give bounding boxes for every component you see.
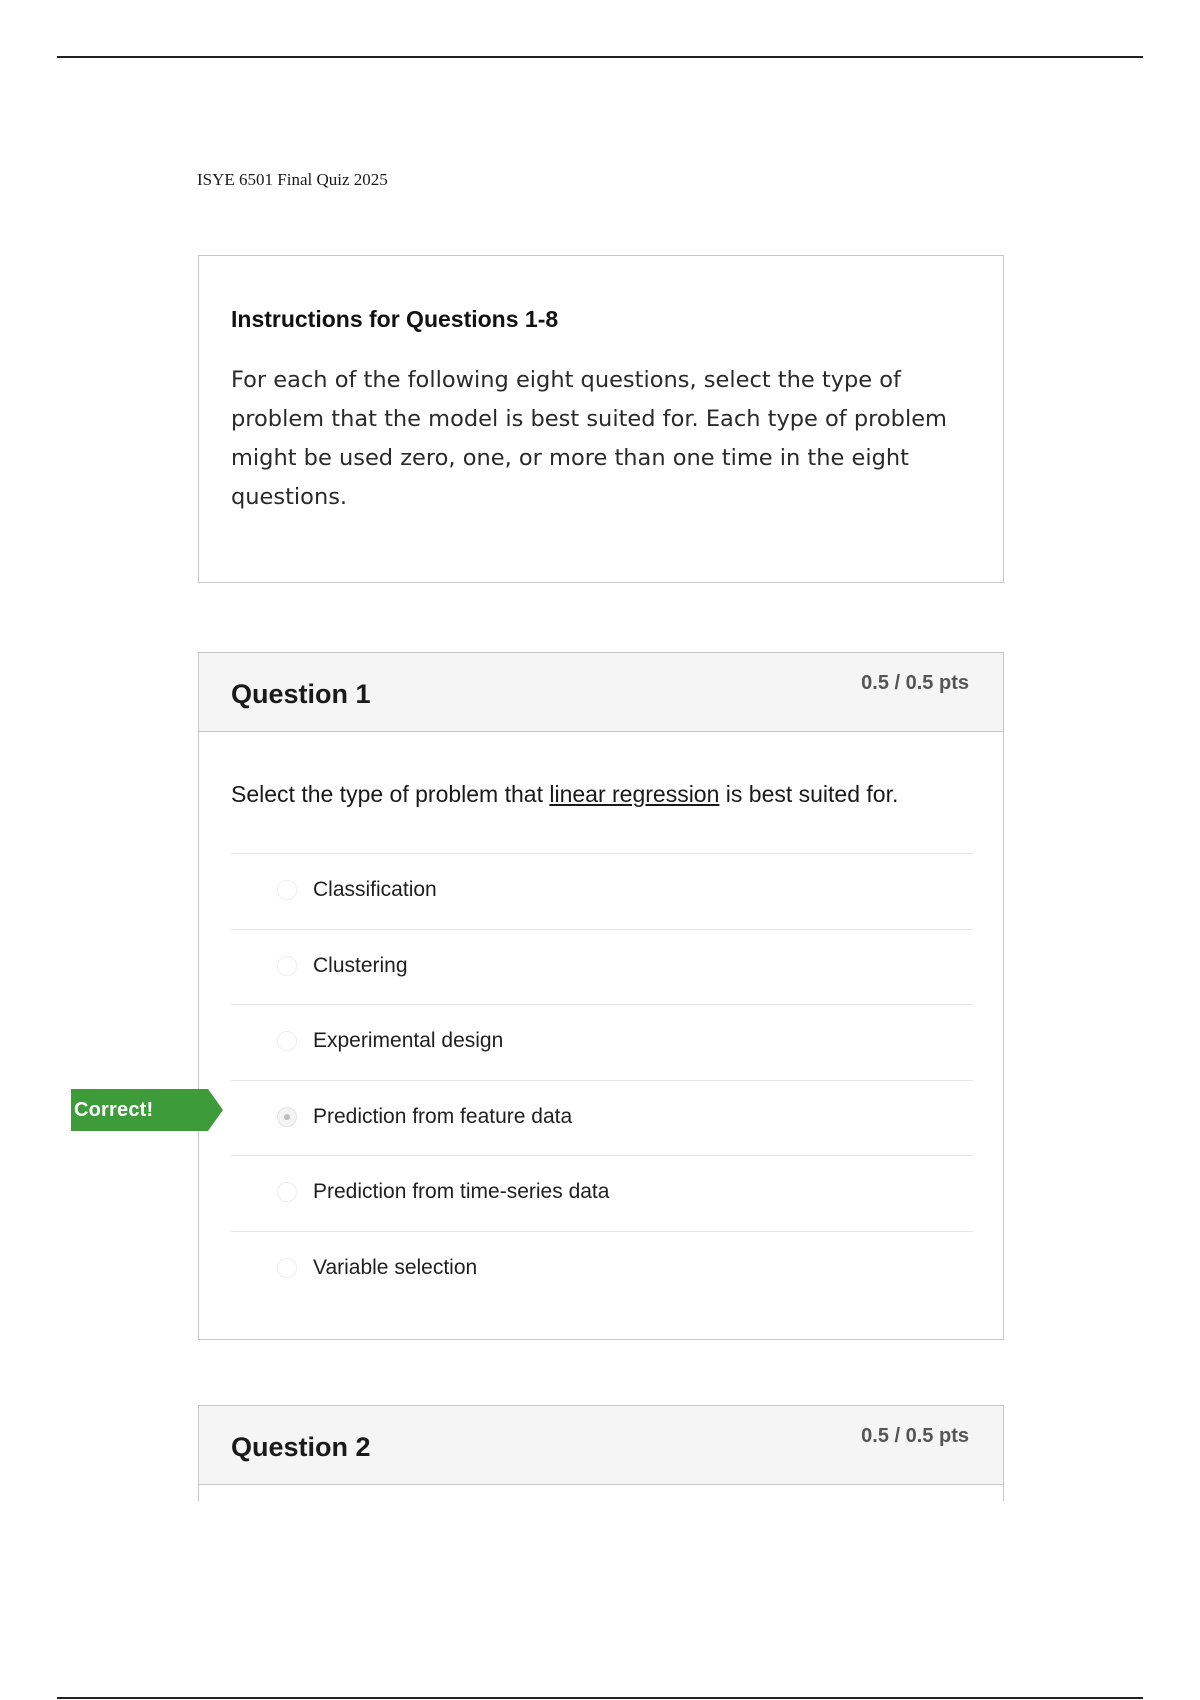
answer-option-prediction-time-series[interactable] [231,1155,973,1231]
answer-label: Prediction from feature data [313,1104,573,1128]
answer-option-experimental-design[interactable] [231,1004,973,1080]
instructions-heading: Instructions for Questions 1-8 [231,306,559,332]
radio-button[interactable] [277,1182,297,1202]
prompt-link[interactable]: linear regression [549,781,720,807]
answer-label: Prediction from time-series data [313,1180,610,1203]
bottom-rule [57,1697,1143,1699]
question-2-points: 0.5 / 0.5 pts [861,1425,969,1447]
answer-label: Variable selection [313,1255,478,1279]
correct-label: Correct! [74,1099,154,1121]
answer-list [231,853,973,1306]
top-rule [57,56,1143,58]
question-1-card [198,652,1004,1340]
prompt-text-start: Select the type of problem that [231,781,550,807]
question-2-title: Question 2 [231,1432,371,1462]
question-2-card [198,1405,1004,1501]
answer-option-clustering[interactable] [231,929,973,1005]
answer-option-prediction-feature-data[interactable] [231,1080,973,1156]
radio-button-selected[interactable] [277,1107,297,1127]
instructions-body: For each of the following eight questions, select the type of problem that the model is best suited for. Each type of problem might be used zero, one, or more than one time in the eight questions. [231,367,947,510]
radio-button[interactable] [277,956,297,976]
answer-label: Clustering [313,953,408,977]
correct-feedback-flag [71,1089,223,1131]
question-2-header [199,1406,1003,1485]
radio-button[interactable] [277,1258,297,1278]
radio-button[interactable] [277,880,297,900]
instructions-panel [198,255,1004,583]
radio-button[interactable] [277,1031,297,1051]
answer-label: Classification [313,878,437,901]
answer-option-classification[interactable] [231,853,973,929]
question-1-points: 0.5 / 0.5 pts [861,672,969,694]
document-title: ISYE 6501 Final Quiz 2025 [197,170,388,189]
answer-option-variable-selection[interactable] [231,1231,973,1307]
answer-label: Experimental design [313,1029,504,1052]
question-1-prompt [231,781,898,808]
question-1-header [199,653,1003,732]
question-1-title: Question 1 [231,679,371,709]
prompt-text-end: is best suited for. [719,781,899,807]
